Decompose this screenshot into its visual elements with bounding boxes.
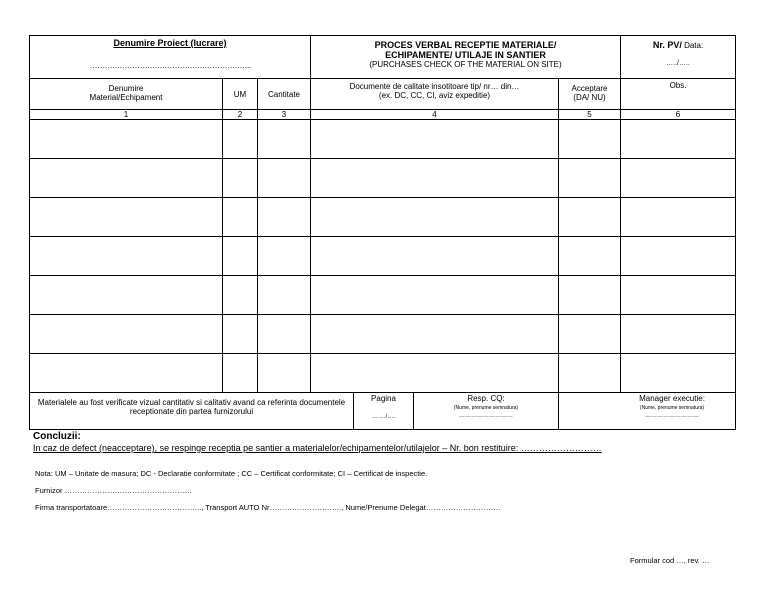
title-line3: (PURCHASES CHECK OF THE MATERIAL ON SITE) [369,60,562,69]
resp-cq-sub: (Nume, prenume semnatura) [453,405,519,411]
pagina-value: ……./…. [371,414,395,420]
col-header-obs: Obs. [621,79,736,110]
manager-dots: ……………………… [645,413,699,419]
concluzii-text: In caz de defect (neacceptare), se respinge receptia pe santier a materialelor/echipamentelor/utilajelor – Nr. bon restituire: ……………………… [33,443,602,453]
formular-code: Formular cod …, rev. … [630,556,710,565]
title-line1: PROCES VERBAL RECEPTIE MATERIALE/ [374,40,557,50]
column-number-row [30,110,736,120]
nota-text: Nota: UM – Unitate de masura; DC - Declaratie conformitate ; CC – Certificat conformitate; CI – Certificat de inspectie. [35,469,428,478]
col-header-denumire: Denumire Material/Echipament [30,79,223,110]
resp-cq-cell[interactable] [414,393,558,429]
pv-number-cell[interactable] [621,36,736,79]
col-header-documente: Documente de calitate insotitoare tip/ nr… din… (ex. DC, CC, CI, aviz expeditie) [311,79,559,110]
col-number: 3 [258,110,311,120]
reception-form-table [29,35,736,430]
col-number: 4 [311,110,559,120]
col-header-acceptare: Acceptare (DA/ NU) [559,79,621,110]
data-label: Data: [684,41,704,50]
col-number: 6 [621,110,736,120]
col-header-um: UM [223,79,258,110]
manager-sub: (Nume, prenume semnatura) [639,405,705,411]
pagina-label: Pagina [371,394,396,403]
resp-cq-dots: ……………………… [459,413,513,419]
pv-label: Nr. PV/ [652,40,682,50]
table-row[interactable] [30,315,736,354]
col-number: 5 [559,110,621,120]
manager-cell[interactable] [559,393,736,430]
verified-text: Materialele au fost verificate vizual cantitativ si calitativ avand ca referinta documentele receptionate din partea furnizorului [30,393,354,429]
table-row[interactable] [30,354,736,393]
project-label: Denumire Proiect (lucrare) [113,38,227,48]
table-row[interactable] [30,276,736,315]
verified-cell [30,393,559,430]
pv-value: …../….. [666,60,690,67]
concluzii-label: Concluzii: [33,431,81,442]
col-number: 1 [30,110,223,120]
table-row[interactable] [30,237,736,276]
furnizor-line[interactable]: Furnizor …………………………………………… [35,486,193,495]
table-row[interactable] [30,120,736,159]
title-cell [311,36,621,79]
table-row[interactable] [30,159,736,198]
transport-line[interactable]: Firma transportatoare……………………………….., Transport AUTO Nr……………………….., Nume/Prenume Delegat………………………… [35,503,501,512]
project-dots: ……………………………………………………….. [89,61,251,70]
pagina-cell[interactable] [354,393,414,429]
project-name-cell[interactable] [30,36,311,79]
title-line2: ECHIPAMENTE/ UTILAJE IN SANTIER [385,50,546,60]
manager-label: Manager executie: [639,394,705,403]
col-header-cantitate: Cantitate [258,79,311,110]
table-row[interactable] [30,198,736,237]
col-number: 2 [223,110,258,120]
resp-cq-label: Resp. CQ: [467,394,505,403]
